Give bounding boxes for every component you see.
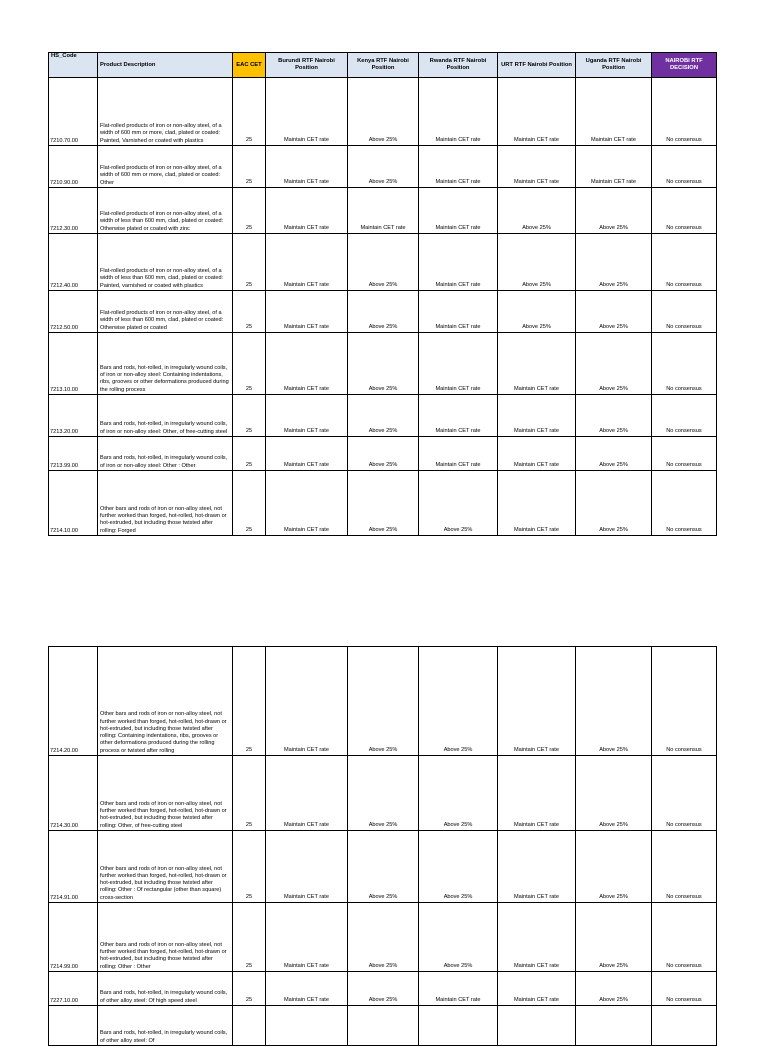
hs-code-cell: 7213.10.00 — [49, 333, 98, 395]
decision-cell — [652, 1006, 717, 1046]
table-row — [49, 831, 717, 903]
eac-cet-cell: 25 — [233, 972, 266, 1006]
hs-code-cell: 7214.99.00 — [49, 903, 98, 972]
kenya-cell — [348, 1006, 419, 1046]
decision-cell: No consensus — [652, 78, 717, 146]
hs-code-cell — [49, 1006, 98, 1046]
burundi-cell — [266, 1006, 348, 1046]
urt-cell: Above 25% — [498, 188, 576, 234]
uganda-cell: Above 25% — [576, 972, 652, 1006]
eac-cet-cell: 25 — [233, 188, 266, 234]
rwanda-cell: Maintain CET rate — [419, 333, 498, 395]
uganda-cell: Above 25% — [576, 395, 652, 437]
rwanda-cell: Maintain CET rate — [419, 972, 498, 1006]
burundi-cell: Maintain CET rate — [266, 291, 348, 333]
decision-cell: No consensus — [652, 972, 717, 1006]
burundi-cell: Maintain CET rate — [266, 78, 348, 146]
decision-cell: No consensus — [652, 333, 717, 395]
eac-cet-cell: 25 — [233, 234, 266, 291]
urt-cell: Maintain CET rate — [498, 395, 576, 437]
header-burundi: Burundi RTF Nairobi Position — [266, 53, 348, 78]
table-row — [49, 972, 717, 1006]
kenya-cell: Above 25% — [348, 78, 419, 146]
decision-cell: No consensus — [652, 831, 717, 903]
burundi-cell: Maintain CET rate — [266, 188, 348, 234]
hs-code-cell: 7214.91.00 — [49, 831, 98, 903]
burundi-cell: Maintain CET rate — [266, 647, 348, 756]
description-cell: Flat-rolled products of iron or non-alloy steel, of a width of less than 600 mm, clad, plated or coated: Otherwise plated or coated with zinc — [98, 188, 233, 234]
hs-code-cell: 7227.10.00 — [49, 972, 98, 1006]
description-cell: Other bars and rods of iron or non-alloy steel, not further worked than forged, hot-rolled, hot-drawn or hot-extruded, but including those twisted after rolling: Containing indentations, ribs, grooves or other deformations produced during the rolling process or twisted after rolling — [98, 647, 233, 756]
urt-cell: Maintain CET rate — [498, 903, 576, 972]
rwanda-cell: Above 25% — [419, 647, 498, 756]
uganda-cell: Above 25% — [576, 333, 652, 395]
urt-cell: Maintain CET rate — [498, 437, 576, 471]
description-cell: Bars and rods, hot-rolled, in irregularly wound coils, of other alloy steel: Of high speed steel — [98, 972, 233, 1006]
table-row — [49, 903, 717, 972]
rwanda-cell: Maintain CET rate — [419, 234, 498, 291]
hs-code-cell: 7214.10.00 — [49, 471, 98, 536]
uganda-cell: Above 25% — [576, 903, 652, 972]
kenya-cell: Above 25% — [348, 471, 419, 536]
hs-code-cell: 7212.40.00 — [49, 234, 98, 291]
header-uganda: Uganda RTF Nairobi Position — [576, 53, 652, 78]
urt-cell: Maintain CET rate — [498, 146, 576, 188]
description-cell: Other bars and rods of iron or non-alloy steel, not further worked than forged, hot-rolled, hot-drawn or hot-extruded, but including those twisted after rolling: Forged — [98, 471, 233, 536]
uganda-cell: Above 25% — [576, 756, 652, 831]
urt-cell: Above 25% — [498, 291, 576, 333]
description-cell: Bars and rods, hot-rolled, in irregularly wound coils, of iron or non-alloy steel: Containing indentations, ribs, grooves or other deformations produced during the rolling process — [98, 333, 233, 395]
rwanda-cell: Maintain CET rate — [419, 395, 498, 437]
decision-cell: No consensus — [652, 146, 717, 188]
description-cell: Flat-rolled products of iron or non-alloy steel, of a width of 600 mm or more, clad, plated or coated: Other — [98, 146, 233, 188]
table-row — [49, 146, 717, 188]
eac-cet-cell: 25 — [233, 647, 266, 756]
tariff-table-1 — [48, 52, 717, 536]
burundi-cell: Maintain CET rate — [266, 831, 348, 903]
header-eac-cet: EAC CET — [233, 53, 266, 78]
table-row — [49, 234, 717, 291]
kenya-cell: Above 25% — [348, 395, 419, 437]
eac-cet-cell: 25 — [233, 471, 266, 536]
decision-cell: No consensus — [652, 234, 717, 291]
eac-cet-cell: 25 — [233, 333, 266, 395]
rwanda-cell: Maintain CET rate — [419, 78, 498, 146]
uganda-cell: Above 25% — [576, 291, 652, 333]
burundi-cell: Maintain CET rate — [266, 234, 348, 291]
uganda-cell — [576, 1006, 652, 1046]
header-rwanda: Rwanda RTF Nairobi Position — [419, 53, 498, 78]
rwanda-cell: Maintain CET rate — [419, 146, 498, 188]
kenya-cell: Above 25% — [348, 437, 419, 471]
header-decision: NAIROBI RTF DECISION — [652, 53, 717, 78]
rwanda-cell: Maintain CET rate — [419, 437, 498, 471]
hs-code-cell: 7213.20.00 — [49, 395, 98, 437]
kenya-cell: Above 25% — [348, 146, 419, 188]
decision-cell: No consensus — [652, 903, 717, 972]
table-row — [49, 471, 717, 536]
kenya-cell: Above 25% — [348, 234, 419, 291]
table-row — [49, 78, 717, 146]
decision-cell: No consensus — [652, 291, 717, 333]
table-2-body — [49, 647, 717, 1046]
urt-cell: Maintain CET rate — [498, 756, 576, 831]
header-description: Product Description — [98, 53, 233, 78]
kenya-cell: Above 25% — [348, 291, 419, 333]
kenya-cell: Maintain CET rate — [348, 188, 419, 234]
decision-cell: No consensus — [652, 471, 717, 536]
description-cell: Bars and rods, hot-rolled, in irregularly wound coils, of iron or non-alloy steel: Other : Other — [98, 437, 233, 471]
rwanda-cell: Maintain CET rate — [419, 291, 498, 333]
burundi-cell: Maintain CET rate — [266, 395, 348, 437]
eac-cet-cell: 25 — [233, 756, 266, 831]
table-row — [49, 333, 717, 395]
decision-cell: No consensus — [652, 437, 717, 471]
burundi-cell: Maintain CET rate — [266, 756, 348, 831]
table-row — [49, 395, 717, 437]
eac-cet-cell: 25 — [233, 78, 266, 146]
hs-code-cell: 7214.30.00 — [49, 756, 98, 831]
burundi-cell: Maintain CET rate — [266, 333, 348, 395]
decision-cell: No consensus — [652, 756, 717, 831]
burundi-cell: Maintain CET rate — [266, 471, 348, 536]
rwanda-cell — [419, 1006, 498, 1046]
description-cell: Flat-rolled products of iron or non-alloy steel, of a width of less than 600 mm, clad, plated or coated: Painted, varnished or coated with plastics — [98, 234, 233, 291]
decision-cell: No consensus — [652, 188, 717, 234]
uganda-cell: Above 25% — [576, 831, 652, 903]
description-cell: Flat-rolled products of iron or non-alloy steel, of a width of 600 mm or more, clad, plated or coated: Painted, Varnished or coated with plastics — [98, 78, 233, 146]
kenya-cell: Above 25% — [348, 903, 419, 972]
uganda-cell: Above 25% — [576, 234, 652, 291]
urt-cell: Maintain CET rate — [498, 972, 576, 1006]
description-cell: Other bars and rods of iron or non-alloy steel, not further worked than forged, hot-rolled, hot-drawn or hot-extruded, but including those twisted after rolling: Other, of free-cutting steel — [98, 756, 233, 831]
description-cell: Bars and rods, hot-rolled, in irregularly wound coils, of iron or non-alloy steel: Other, of free-cutting steel — [98, 395, 233, 437]
eac-cet-cell: 25 — [233, 903, 266, 972]
eac-cet-cell — [233, 1006, 266, 1046]
rwanda-cell: Above 25% — [419, 903, 498, 972]
table-row — [49, 756, 717, 831]
eac-cet-cell: 25 — [233, 395, 266, 437]
header-hs-code: HS_Code — [49, 53, 98, 78]
table-row — [49, 188, 717, 234]
rwanda-cell: Above 25% — [419, 756, 498, 831]
burundi-cell: Maintain CET rate — [266, 972, 348, 1006]
decision-cell: No consensus — [652, 395, 717, 437]
urt-cell: Maintain CET rate — [498, 471, 576, 536]
hs-code-cell: 7213.99.00 — [49, 437, 98, 471]
table-row — [49, 647, 717, 756]
header-kenya: Kenya RTF Nairobi Position — [348, 53, 419, 78]
table-row — [49, 291, 717, 333]
hs-code-cell: 7212.30.00 — [49, 188, 98, 234]
uganda-cell: Above 25% — [576, 471, 652, 536]
description-cell: Other bars and rods of iron or non-alloy steel, not further worked than forged, hot-rolled, hot-drawn or hot-extruded, but including those twisted after rolling: Other : Other — [98, 903, 233, 972]
header-urt: URT RTF Nairobi Position — [498, 53, 576, 78]
rwanda-cell: Maintain CET rate — [419, 188, 498, 234]
burundi-cell: Maintain CET rate — [266, 437, 348, 471]
eac-cet-cell: 25 — [233, 291, 266, 333]
urt-cell — [498, 1006, 576, 1046]
hs-code-cell: 7210.70.00 — [49, 78, 98, 146]
eac-cet-cell: 25 — [233, 437, 266, 471]
burundi-cell: Maintain CET rate — [266, 903, 348, 972]
kenya-cell: Above 25% — [348, 333, 419, 395]
header-row — [49, 53, 717, 78]
tariff-table-2 — [48, 646, 717, 1046]
table-row — [49, 437, 717, 471]
kenya-cell: Above 25% — [348, 831, 419, 903]
urt-cell: Maintain CET rate — [498, 333, 576, 395]
table-1-body — [49, 78, 717, 536]
uganda-cell: Above 25% — [576, 437, 652, 471]
table-row — [49, 1006, 717, 1046]
urt-cell: Above 25% — [498, 234, 576, 291]
description-cell: Other bars and rods of iron or non-alloy steel, not further worked than forged, hot-rolled, hot-drawn or hot-extruded, but including those twisted after rolling: Other : Of rectangular (other than square) cross-section — [98, 831, 233, 903]
kenya-cell: Above 25% — [348, 756, 419, 831]
uganda-cell: Above 25% — [576, 647, 652, 756]
uganda-cell: Maintain CET rate — [576, 78, 652, 146]
rwanda-cell: Above 25% — [419, 471, 498, 536]
urt-cell: Maintain CET rate — [498, 78, 576, 146]
hs-code-cell: 7214.20.00 — [49, 647, 98, 756]
kenya-cell: Above 25% — [348, 972, 419, 1006]
description-cell: Flat-rolled products of iron or non-alloy steel, of a width of less than 600 mm, clad, plated or coated: Otherwise plated or coated — [98, 291, 233, 333]
uganda-cell: Maintain CET rate — [576, 146, 652, 188]
burundi-cell: Maintain CET rate — [266, 146, 348, 188]
eac-cet-cell: 25 — [233, 146, 266, 188]
urt-cell: Maintain CET rate — [498, 647, 576, 756]
eac-cet-cell: 25 — [233, 831, 266, 903]
description-cell: Bars and rods, hot-rolled, in irregularly wound coils, of other alloy steel: Of — [98, 1006, 233, 1046]
hs-code-cell: 7212.50.00 — [49, 291, 98, 333]
decision-cell: No consensus — [652, 647, 717, 756]
hs-code-cell: 7210.90.00 — [49, 146, 98, 188]
rwanda-cell: Above 25% — [419, 831, 498, 903]
urt-cell: Maintain CET rate — [498, 831, 576, 903]
kenya-cell: Above 25% — [348, 647, 419, 756]
uganda-cell: Above 25% — [576, 188, 652, 234]
